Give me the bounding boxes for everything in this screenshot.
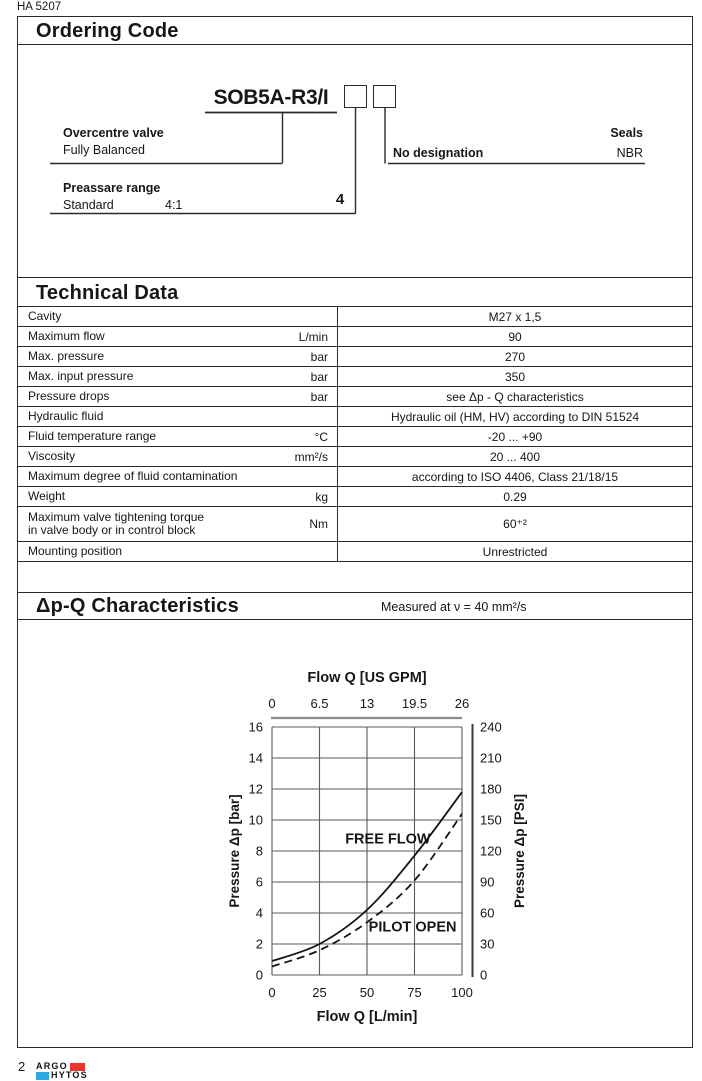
dpq-chart — [17, 620, 693, 1048]
table-row — [18, 307, 692, 327]
bottom-axis-title: Flow Q [L/min] — [316, 1009, 418, 1025]
row-unit: bar — [310, 349, 328, 364]
y-tick-bar: 0 — [255, 967, 263, 983]
label-pressure-range: Preassare range — [63, 181, 161, 195]
row-unit: L/min — [298, 329, 328, 344]
technical-data-table — [17, 307, 693, 562]
y-tick-bar: 4 — [255, 905, 263, 921]
row-value: 90 — [337, 327, 692, 346]
y-tick-psi: 150 — [480, 812, 502, 828]
row-label: Maximum flow — [28, 328, 105, 343]
row-value: 350 — [337, 367, 692, 386]
table-row — [18, 542, 692, 562]
table-row — [18, 447, 692, 467]
x-tick-lmin: 25 — [312, 985, 327, 1000]
label-fully-balanced: Fully Balanced — [63, 143, 145, 157]
section-title-technical: Technical Data — [36, 282, 179, 304]
measurement-note: Measured at ν = 40 mm²/s — [381, 600, 527, 614]
y-tick-psi: 30 — [480, 936, 495, 952]
row-unit: Nm — [309, 517, 328, 531]
logo-blue-mark — [36, 1072, 49, 1080]
row-label: Pressure drops — [28, 388, 110, 403]
table-row — [18, 387, 692, 407]
row-unit: kg — [315, 489, 328, 504]
section-header-ordering — [17, 16, 693, 45]
section-title-ordering: Ordering Code — [36, 20, 179, 42]
row-value: -20 ... +90 — [337, 427, 692, 446]
row-value: Unrestricted — [337, 542, 692, 561]
row-unit: bar — [310, 369, 328, 384]
x-tick-lmin: 0 — [268, 985, 276, 1000]
row-value: 20 ... 400 — [337, 447, 692, 466]
x-tick-usgpm: 19.5 — [401, 696, 428, 711]
left-axis-title: Pressure Δp [bar] — [227, 794, 242, 908]
right-axis-title: Pressure Δp [PSI] — [512, 794, 527, 908]
argo-hytos-logo — [36, 1062, 88, 1080]
row-label: Viscosity — [28, 448, 76, 463]
row-value: Hydraulic oil (HM, HV) according to DIN 51524 — [337, 407, 692, 426]
row-value: according to ISO 4406, Class 21/18/15 — [337, 467, 692, 486]
row-label: Max. input pressure — [28, 368, 134, 383]
x-tick-lmin: 75 — [407, 985, 422, 1000]
section-header-dpq — [17, 592, 693, 620]
y-tick-bar: 8 — [255, 843, 263, 859]
table-row — [18, 467, 692, 487]
table-row — [18, 507, 692, 542]
label-overcentre-valve: Overcentre valve — [63, 126, 164, 140]
x-tick-usgpm: 6.5 — [310, 696, 329, 711]
logo-text-argo: ARGO — [36, 1061, 68, 1071]
label-code-digit: 4 — [335, 191, 345, 208]
y-tick-psi: 120 — [480, 843, 502, 859]
row-label: Max. pressure — [28, 348, 105, 363]
y-tick-psi: 0 — [480, 967, 488, 983]
row-unit: °C — [314, 429, 328, 444]
row-value: 270 — [337, 347, 692, 366]
label-seals: Seals — [610, 126, 643, 140]
ordering-code-box-1 — [344, 85, 367, 108]
label-ratio: 4:1 — [165, 198, 183, 212]
row-label: Maximum valve tightening torque in valve body or in control block — [28, 509, 205, 537]
row-label: Hydraulic fluid — [28, 408, 104, 423]
x-tick-usgpm: 0 — [268, 696, 276, 711]
y-tick-bar: 16 — [248, 719, 263, 735]
label-no-designation: No designation — [393, 146, 484, 160]
y-tick-psi: 90 — [480, 874, 495, 890]
y-tick-bar: 10 — [248, 812, 263, 828]
y-tick-bar: 6 — [255, 874, 263, 890]
x-tick-lmin: 100 — [451, 985, 473, 1000]
top-axis-title: Flow Q [US GPM] — [307, 670, 427, 686]
x-tick-lmin: 50 — [359, 985, 375, 1000]
row-label: Fluid temperature range — [28, 428, 157, 443]
row-value: 0.29 — [337, 487, 692, 506]
ordering-connector-lines — [17, 45, 693, 277]
row-unit: mm²/s — [294, 449, 328, 464]
y-tick-bar: 12 — [248, 781, 263, 797]
row-label: Weight — [28, 488, 66, 503]
chart-gridlines — [272, 727, 462, 975]
x-tick-usgpm: 13 — [359, 696, 375, 711]
section-header-technical — [17, 277, 693, 307]
row-value: see Δp - Q characteristics — [337, 387, 692, 406]
row-value: 60⁺² — [337, 507, 692, 541]
y-tick-psi: 60 — [480, 905, 495, 921]
doc-number: HA 5207 — [17, 1, 62, 13]
y-tick-psi: 240 — [480, 719, 502, 735]
table-row — [18, 487, 692, 507]
y-tick-psi: 210 — [480, 750, 502, 766]
row-label: Cavity — [28, 308, 62, 323]
y-tick-bar: 14 — [248, 750, 263, 766]
series-label: FREE FLOW — [345, 831, 431, 848]
table-row — [18, 367, 692, 387]
table-row — [18, 427, 692, 447]
table-row — [18, 347, 692, 367]
ordering-code-box-2 — [373, 85, 396, 108]
section-title-dpq: Δp-Q Characteristics — [36, 595, 239, 617]
row-label: Maximum degree of fluid contamination — [28, 468, 238, 483]
x-tick-usgpm: 26 — [454, 696, 470, 711]
logo-text-hytos: HYTOS — [51, 1070, 88, 1080]
table-row — [18, 407, 692, 427]
row-label: Mounting position — [28, 543, 123, 558]
label-standard: Standard — [63, 198, 114, 212]
y-tick-psi: 180 — [480, 781, 502, 797]
table-row — [18, 327, 692, 347]
y-tick-bar: 2 — [255, 936, 263, 952]
series-label: PILOT OPEN — [368, 919, 457, 936]
ordering-code-text: SOB5A-R3/I — [213, 86, 329, 109]
label-nbr: NBR — [616, 146, 643, 160]
page-number: 2 — [18, 1059, 26, 1074]
row-value: M27 x 1,5 — [337, 307, 692, 326]
row-unit: bar — [310, 389, 328, 404]
